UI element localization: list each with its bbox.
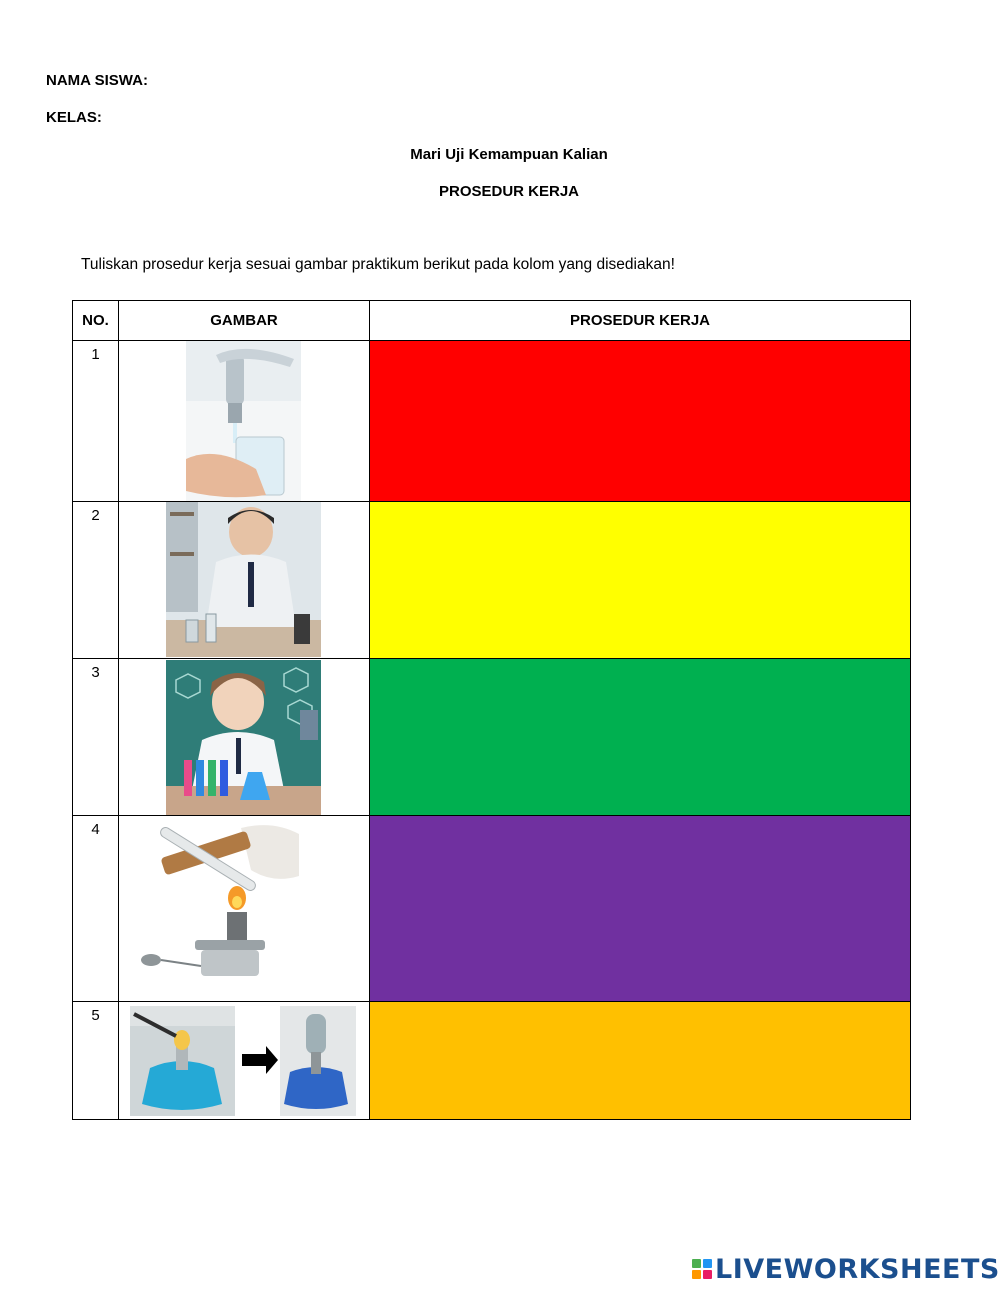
table-row bbox=[73, 341, 911, 502]
image-cell bbox=[119, 816, 370, 1002]
row-number: 4 bbox=[73, 816, 119, 1002]
table-header-row bbox=[73, 301, 911, 341]
image-cell bbox=[119, 502, 370, 659]
water-tap-glass-image bbox=[186, 341, 301, 501]
column-header-procedure: PROSEDUR KERJA bbox=[370, 301, 911, 341]
image-cell bbox=[119, 659, 370, 816]
worksheet-subtitle: PROSEDUR KERJA bbox=[438, 183, 580, 200]
student-name-label: NAMA SISWA: bbox=[46, 72, 148, 89]
row-number: 1 bbox=[73, 341, 119, 502]
answer-cell-red[interactable] bbox=[370, 341, 911, 502]
test-tube-heating-burner-image bbox=[123, 820, 301, 998]
spirit-lamp-extinguish-image bbox=[130, 1006, 358, 1118]
table-row bbox=[73, 659, 911, 816]
table-row bbox=[73, 816, 911, 1002]
logo-text: LIVEWORKSHEETS bbox=[715, 1253, 1000, 1285]
row-number: 2 bbox=[73, 502, 119, 659]
column-header-image: GAMBAR bbox=[119, 301, 370, 341]
logo-tiles-icon bbox=[692, 1259, 712, 1279]
worksheet-title: Mari Uji Kemampuan Kalian bbox=[410, 146, 608, 163]
instruction-text: Tuliskan prosedur kerja sesuai gambar praktikum berikut pada kolom yang disediakan! bbox=[81, 256, 675, 273]
answer-cell-orange[interactable] bbox=[370, 1002, 911, 1120]
student-test-tubes-image bbox=[166, 660, 321, 815]
answer-cell-yellow[interactable] bbox=[370, 502, 911, 659]
column-header-no: NO. bbox=[73, 301, 119, 341]
table-row bbox=[73, 1002, 911, 1120]
image-cell bbox=[119, 1002, 370, 1120]
image-cell bbox=[119, 341, 370, 502]
table-row bbox=[73, 502, 911, 659]
answer-cell-green[interactable] bbox=[370, 659, 911, 816]
answer-cell-purple[interactable] bbox=[370, 816, 911, 1002]
row-number: 3 bbox=[73, 659, 119, 816]
row-number: 5 bbox=[73, 1002, 119, 1120]
student-pouring-liquid-image bbox=[166, 502, 321, 657]
procedure-table bbox=[72, 300, 911, 1120]
class-label: KELAS: bbox=[46, 109, 102, 126]
liveworksheets-logo bbox=[692, 1254, 1000, 1284]
